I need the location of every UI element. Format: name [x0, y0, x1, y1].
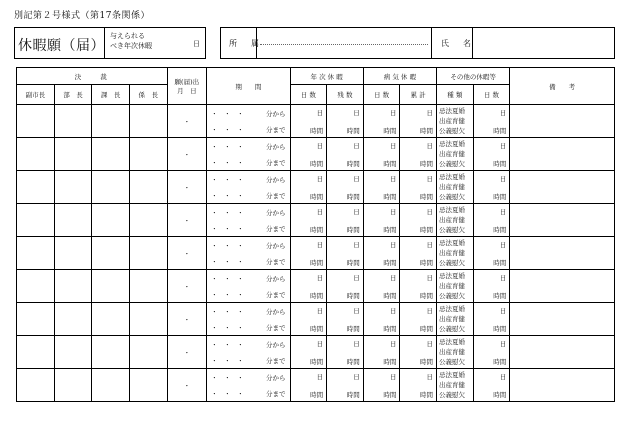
approval-cell[interactable]: [17, 138, 55, 171]
sick-total-header: 累 計: [400, 85, 437, 105]
annual-remaining-cell[interactable]: 日 時間: [327, 270, 364, 303]
period-cell[interactable]: ・ ・ ・ 分から ・ ・ ・ 分まで: [207, 270, 290, 303]
sick-days-cell[interactable]: 日 時間: [363, 171, 400, 204]
other-days-cell[interactable]: 日 時間: [473, 369, 510, 402]
sick-days-cell[interactable]: 日 時間: [363, 105, 400, 138]
approval-cell[interactable]: [17, 204, 55, 237]
approval-cell[interactable]: [54, 171, 92, 204]
annual-remaining-cell[interactable]: 日 時間: [327, 171, 364, 204]
approval-cell[interactable]: [54, 138, 92, 171]
remarks-header: 備 考: [510, 68, 615, 105]
sick-total-cell[interactable]: 日 時間: [400, 204, 437, 237]
approval-cell[interactable]: [54, 369, 92, 402]
approval-cell[interactable]: [54, 237, 92, 270]
remarks-cell[interactable]: [510, 237, 615, 270]
other-type-header: 種 類: [437, 85, 474, 105]
remarks-cell[interactable]: [510, 204, 615, 237]
sick-days-header: 日 数: [363, 85, 400, 105]
remarks-cell[interactable]: [510, 336, 615, 369]
period-header: 期 間: [207, 68, 290, 105]
period-cell[interactable]: ・ ・ ・ 分から ・ ・ ・ 分まで: [207, 303, 290, 336]
approval-cell[interactable]: [92, 270, 130, 303]
table-row: [17, 105, 615, 138]
other-days-cell[interactable]: 日 時間: [473, 303, 510, 336]
submit-date-cell[interactable]: ・: [167, 138, 207, 171]
other-days-cell[interactable]: 日 時間: [473, 204, 510, 237]
other-type-cell[interactable]: 忌法夏婚 出産育健 公義慰欠: [437, 138, 474, 171]
sick-days-cell[interactable]: 日 時間: [363, 336, 400, 369]
approval-cell[interactable]: [129, 303, 167, 336]
approval-cell[interactable]: [129, 336, 167, 369]
approval-cell[interactable]: [54, 105, 92, 138]
annual-days-cell[interactable]: 日 時間: [290, 270, 327, 303]
annual-days-cell[interactable]: 日 時間: [290, 204, 327, 237]
approval-col-header: 部 長: [54, 85, 92, 105]
annual-leave-header: 年 次 休 暇: [290, 68, 363, 85]
approval-cell[interactable]: [129, 105, 167, 138]
approval-cell[interactable]: [92, 105, 130, 138]
other-days-cell[interactable]: 日 時間: [473, 237, 510, 270]
annual-days-cell[interactable]: 日 時間: [290, 303, 327, 336]
annual-days-cell[interactable]: 日 時間: [290, 237, 327, 270]
approval-cell[interactable]: [17, 336, 55, 369]
submit-date-cell[interactable]: ・: [167, 270, 207, 303]
department-name-box: [220, 27, 615, 59]
approval-cell[interactable]: [17, 105, 55, 138]
approval-cell[interactable]: [92, 204, 130, 237]
annual-remaining-cell[interactable]: 日 時間: [327, 204, 364, 237]
annual-days-header: 日 数: [290, 85, 327, 105]
form-id: 別記第２号様式（第17条関係）: [14, 11, 150, 21]
remarks-cell[interactable]: [510, 138, 615, 171]
submit-date-cell[interactable]: ・: [167, 303, 207, 336]
submit-date-cell[interactable]: ・: [167, 237, 207, 270]
department-field[interactable]: [260, 44, 428, 45]
name-label: 氏 名: [441, 39, 474, 48]
approval-cell[interactable]: [92, 303, 130, 336]
table-row: [17, 138, 615, 171]
approval-cell[interactable]: [54, 303, 92, 336]
period-cell[interactable]: ・ ・ ・ 分から ・ ・ ・ 分まで: [207, 369, 290, 402]
submit-date-cell[interactable]: ・: [167, 171, 207, 204]
sick-days-cell[interactable]: 日 時間: [363, 204, 400, 237]
sick-total-cell[interactable]: 日 時間: [400, 303, 437, 336]
submit-date-cell[interactable]: ・: [167, 336, 207, 369]
other-type-cell[interactable]: 忌法夏婚 出産育健 公義慰欠: [437, 237, 474, 270]
sick-total-cell[interactable]: 日 時間: [400, 138, 437, 171]
table-row: [17, 171, 615, 204]
table-row: [17, 204, 615, 237]
other-type-cell[interactable]: 忌法夏婚 出産育健 公義慰欠: [437, 303, 474, 336]
period-cell[interactable]: ・ ・ ・ 分から ・ ・ ・ 分まで: [207, 237, 290, 270]
annual-days-cell[interactable]: 日 時間: [290, 336, 327, 369]
sick-days-cell[interactable]: 日 時間: [363, 303, 400, 336]
approval-col-header: 課 長: [92, 85, 130, 105]
submit-date-cell[interactable]: ・: [167, 105, 207, 138]
remarks-cell[interactable]: [510, 303, 615, 336]
approval-cell[interactable]: [129, 270, 167, 303]
sick-leave-header: 病 気 休 暇: [363, 68, 436, 85]
other-days-header: 日 数: [473, 85, 510, 105]
other-type-cell[interactable]: 忌法夏婚 出産育健 公義慰欠: [437, 171, 474, 204]
name-field: [472, 27, 473, 59]
other-days-cell[interactable]: 日 時間: [473, 171, 510, 204]
table-row: [17, 237, 615, 270]
approval-cell[interactable]: [17, 270, 55, 303]
annual-days-cell[interactable]: 日 時間: [290, 105, 327, 138]
other-type-cell[interactable]: 忌法夏婚 出産育健 公義慰欠: [437, 105, 474, 138]
sick-days-cell[interactable]: 日 時間: [363, 237, 400, 270]
annual-remaining-header: 残 数: [327, 85, 364, 105]
approval-cell[interactable]: [129, 138, 167, 171]
table-row: [17, 369, 615, 402]
sick-total-cell[interactable]: 日 時間: [400, 237, 437, 270]
approval-cell[interactable]: [92, 237, 130, 270]
other-days-cell[interactable]: 日 時間: [473, 336, 510, 369]
submit-date-header: 願(届)出 月 日: [167, 68, 207, 105]
annual-remaining-cell[interactable]: 日 時間: [327, 303, 364, 336]
sick-total-cell[interactable]: 日 時間: [400, 270, 437, 303]
period-cell[interactable]: ・ ・ ・ 分から ・ ・ ・ 分まで: [207, 336, 290, 369]
annual-days-cell[interactable]: 日 時間: [290, 171, 327, 204]
approval-cell[interactable]: [129, 171, 167, 204]
sick-days-cell[interactable]: 日 時間: [363, 138, 400, 171]
table-row: [17, 303, 615, 336]
approval-cell[interactable]: [54, 204, 92, 237]
approval-cell[interactable]: [92, 171, 130, 204]
sick-days-cell[interactable]: 日 時間: [363, 369, 400, 402]
sick-days-cell[interactable]: 日 時間: [363, 270, 400, 303]
annual-remaining-cell[interactable]: 日 時間: [327, 336, 364, 369]
annual-remaining-cell[interactable]: 日 時間: [327, 369, 364, 402]
approval-header: 決 裁: [17, 68, 168, 85]
other-days-cell[interactable]: 日 時間: [473, 105, 510, 138]
sick-total-cell[interactable]: 日 時間: [400, 369, 437, 402]
table-row: [17, 270, 615, 303]
remarks-cell[interactable]: [510, 369, 615, 402]
period-cell[interactable]: ・ ・ ・ 分から ・ ・ ・ 分まで: [207, 138, 290, 171]
approval-col-header: 係 長: [129, 85, 167, 105]
remarks-cell[interactable]: [510, 270, 615, 303]
approval-cell[interactable]: [17, 237, 55, 270]
approval-cell[interactable]: [17, 369, 55, 402]
divider: [431, 27, 432, 59]
approval-col-header: 副市長: [17, 85, 55, 105]
annual-days-cell[interactable]: 日 時間: [290, 369, 327, 402]
sick-total-cell[interactable]: 日 時間: [400, 171, 437, 204]
approval-cell[interactable]: [129, 237, 167, 270]
other-type-cell[interactable]: 忌法夏婚 出産育健 公義慰欠: [437, 369, 474, 402]
granted-leave-unit: 日: [193, 40, 200, 48]
annual-remaining-cell[interactable]: 日 時間: [327, 138, 364, 171]
annual-remaining-cell[interactable]: 日 時間: [327, 105, 364, 138]
submit-date-cell[interactable]: ・: [167, 204, 207, 237]
approval-cell[interactable]: [129, 369, 167, 402]
approval-cell[interactable]: [17, 171, 55, 204]
remarks-cell[interactable]: [510, 171, 615, 204]
annual-remaining-cell[interactable]: 日 時間: [327, 237, 364, 270]
annual-days-cell[interactable]: 日 時間: [290, 138, 327, 171]
other-days-cell[interactable]: 日 時間: [473, 270, 510, 303]
other-leave-header: その他の休暇等: [437, 68, 510, 85]
other-type-cell[interactable]: 忌法夏婚 出産育健 公義慰欠: [437, 204, 474, 237]
other-type-cell[interactable]: 忌法夏婚 出産育健 公義慰欠: [437, 336, 474, 369]
approval-cell[interactable]: [92, 369, 130, 402]
department-label: 所 属: [229, 39, 262, 48]
approval-cell[interactable]: [54, 336, 92, 369]
form-title: 休暇願（届）: [18, 38, 105, 54]
approval-cell[interactable]: [92, 336, 130, 369]
submit-date-cell[interactable]: ・: [167, 369, 207, 402]
other-days-cell[interactable]: 日 時間: [473, 138, 510, 171]
granted-leave-label: 与えられる べき年次休暇: [110, 32, 152, 50]
leave-table: [16, 67, 615, 402]
period-cell[interactable]: ・ ・ ・ 分から ・ ・ ・ 分まで: [207, 204, 290, 237]
approval-cell[interactable]: [129, 204, 167, 237]
sick-total-cell[interactable]: 日 時間: [400, 105, 437, 138]
approval-cell[interactable]: [17, 303, 55, 336]
approval-cell[interactable]: [54, 270, 92, 303]
period-cell[interactable]: ・ ・ ・ 分から ・ ・ ・ 分まで: [207, 105, 290, 138]
sick-total-cell[interactable]: 日 時間: [400, 336, 437, 369]
table-row: [17, 336, 615, 369]
remarks-cell[interactable]: [510, 105, 615, 138]
other-type-cell[interactable]: 忌法夏婚 出産育健 公義慰欠: [437, 270, 474, 303]
approval-cell[interactable]: [92, 138, 130, 171]
period-cell[interactable]: ・ ・ ・ 分から ・ ・ ・ 分まで: [207, 171, 290, 204]
